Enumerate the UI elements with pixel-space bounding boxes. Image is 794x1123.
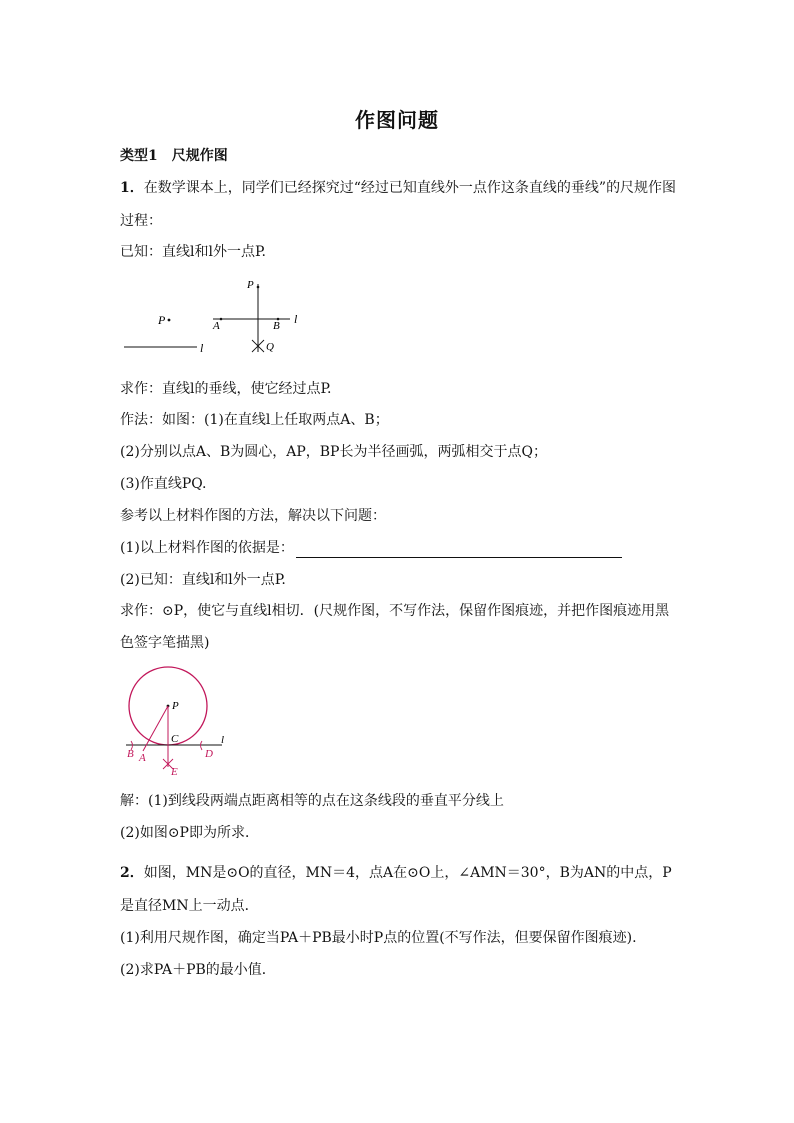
q1-step-2: (2)分别以点A、B为圆心，AP，BP长为半径画弧，两弧相交于点Q； [120,444,547,460]
section-heading: 类型1 尺规作图 [120,148,228,164]
fig1-Q-label: Q [266,341,274,353]
figure-perpendicular [110,272,320,362]
fig1-B-label: B [273,320,280,332]
q2-subquestion-2: (2)求PA＋PB的最小值． [120,962,276,978]
q1-number: 1 [120,180,130,196]
fig2-C-label: C [171,733,179,745]
q1-find: 求作：直线l的垂线，使它经过点P. [120,381,332,397]
q1-subquestion-2: (2)已知：直线l和l外一点P. [120,572,286,588]
q2-number: 2 [120,865,130,881]
q1-find-2-b: 色签字笔描黑) [120,635,210,651]
page-title: 作图问题 [355,108,439,132]
fig1-P-point [257,286,260,289]
fig2-B-label: B [127,748,134,760]
q2-subquestion-1: (1)利用尺规作图，确定当PA＋PB最小时P点的位置(不写作法，但要保留作图痕迹). [120,930,637,946]
q1-intro-b: 过程： [120,213,162,229]
fig1-top-P-label: P [247,279,254,291]
q1-intro-a: 在数学课本上，同学们已经探究过“经过已知直线外一点作这条直线的垂线”的尺规作图 [143,180,677,196]
fig1-left-P-point [168,319,171,322]
q2-line-b: 是直径MN上一动点． [120,898,259,914]
q1-solution-2: (2)如图⊙P即为所求． [120,825,259,841]
fig1-A-label: A [213,320,220,332]
q1-sub1-text: (1)以上材料作图的依据是： [120,540,294,556]
q1-step-1: 作法：如图：(1)在直线l上任取两点A、B； [120,412,389,428]
fig1-left-l-label: l [200,341,204,355]
q2-line-a: 如图，MN是⊙O的直径，MN＝4，点A在⊙O上，∠AMN＝30°，B为AN的中点，P [143,865,672,881]
fig2-D-label: D [205,748,213,760]
answer-blank [296,543,622,558]
fig2-E-label: E [171,766,178,778]
fig1-A-point [220,318,223,321]
figure-tangent-circle [118,662,238,780]
q1-subquestion-1 [120,538,622,558]
q1-step-3: (3)作直线PQ. [120,476,207,492]
fig1-l-label: l [294,312,298,326]
fig2-P-label: P [172,700,179,712]
q1-solution-1: 解：(1)到线段两端点距离相等的点在这条线段的垂直平分线上 [120,793,504,809]
q1-intro-line-1: 1．在数学课本上，同学们已经探究过“经过已知直线外一点作这条直线的垂线”的尺规作图 [120,180,677,196]
fig2-l-label: l [221,734,225,746]
fig1-left-P-label: P [158,313,166,327]
q2-line-1: 2．如图，MN是⊙O的直径，MN＝4，点A在⊙O上，∠AMN＝30°，B为AN的中点，P [120,865,672,881]
q1-known: 已知：直线l和l外一点P. [120,244,266,260]
fig2-A-label: A [139,752,146,764]
q1-find-2-a: 求作：⊙P，使它与直线l相切．(尺规作图，不写作法，保留作图痕迹，并把作图痕迹用黑 [120,603,670,619]
q1-reference: 参考以上材料作图的方法，解决以下问题： [120,508,386,524]
